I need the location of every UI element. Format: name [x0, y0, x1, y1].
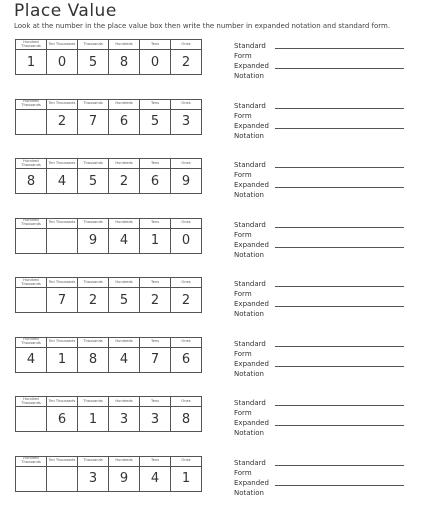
- answer-label: Standard: [234, 399, 266, 407]
- answer-line: [234, 299, 404, 309]
- place-value-header: Hundred Thousands: [16, 456, 47, 466]
- expanded-notation-blank[interactable]: [275, 187, 404, 188]
- place-value-digit-row: [16, 407, 202, 432]
- answer-line: [234, 349, 404, 359]
- answer-label: Form: [234, 52, 252, 60]
- answer-label: Standard: [234, 339, 266, 348]
- answer-area: [234, 160, 404, 200]
- place-value-digit: 2: [78, 288, 109, 313]
- answer-area: [234, 101, 404, 141]
- answer-line: [234, 71, 404, 81]
- place-value-digit: 2: [47, 109, 78, 134]
- place-value-digit: 1: [16, 50, 47, 75]
- answer-label: Standard: [234, 458, 266, 467]
- place-value-digit-row: [16, 466, 202, 491]
- place-value-header: Ones: [171, 397, 202, 407]
- place-value-digit: 6: [171, 347, 202, 372]
- place-value-table: [15, 277, 202, 313]
- place-value-header-row: [16, 159, 202, 169]
- place-value-digit: 7: [78, 109, 109, 134]
- place-value-header: Tens: [140, 337, 171, 347]
- place-value-digit-row: [16, 169, 202, 194]
- place-value-problem: [0, 218, 428, 272]
- answer-label: Standard: [234, 42, 266, 50]
- worksheet-title: Place Value: [14, 1, 117, 21]
- answer-line: [234, 121, 404, 131]
- standard-form-blank[interactable]: [275, 227, 404, 228]
- place-value-header: Hundreds: [109, 159, 140, 169]
- place-value-header: Ones: [171, 218, 202, 228]
- place-value-digit-row: [16, 288, 202, 313]
- place-value-header: Hundred Thousands: [16, 99, 47, 109]
- answer-line: [234, 131, 404, 141]
- standard-form-blank[interactable]: [275, 108, 404, 109]
- place-value-digit: 4: [47, 169, 78, 194]
- place-value-header: Tens: [140, 159, 171, 169]
- place-value-digit: 6: [140, 169, 171, 194]
- place-value-digit: [16, 288, 47, 313]
- place-value-header: Thousands: [78, 159, 109, 169]
- place-value-table: [15, 396, 202, 432]
- place-value-digit: 5: [140, 109, 171, 134]
- answer-line: [234, 369, 404, 379]
- answer-label: Notation: [234, 250, 264, 259]
- expanded-notation-blank[interactable]: [275, 425, 404, 426]
- answer-label: Form: [234, 171, 252, 179]
- place-value-digit: 1: [140, 228, 171, 253]
- place-value-digit: 1: [47, 347, 78, 372]
- standard-form-blank[interactable]: [275, 48, 404, 49]
- expanded-notation-blank[interactable]: [275, 485, 404, 486]
- answer-label: Expanded: [234, 359, 269, 368]
- answer-line: [234, 230, 404, 240]
- place-value-digit: 4: [109, 228, 140, 253]
- answer-line: [234, 339, 404, 349]
- place-value-digit: 4: [109, 347, 140, 372]
- place-value-header: Ten Thousands: [47, 337, 78, 347]
- place-value-digit: 1: [171, 466, 202, 491]
- place-value-header: Hundred Thousands: [16, 40, 47, 50]
- place-value-digit: [47, 228, 78, 253]
- place-value-digit: 8: [78, 347, 109, 372]
- answer-label: Notation: [234, 72, 264, 80]
- place-value-digit: 2: [171, 50, 202, 75]
- place-value-header: Hundreds: [109, 278, 140, 288]
- place-value-header: Ten Thousands: [47, 99, 78, 109]
- standard-form-blank[interactable]: [275, 167, 404, 168]
- place-value-digit: 5: [78, 50, 109, 75]
- place-value-problem: [0, 337, 428, 391]
- answer-line: [234, 220, 404, 230]
- place-value-header: Hundred Thousands: [16, 159, 47, 169]
- worksheet-instructions: Look at the number in the place value box then write the number in expanded notation and standard form.: [14, 22, 391, 30]
- answer-label: Expanded: [234, 240, 269, 249]
- place-value-digit: 9: [78, 228, 109, 253]
- answer-line: [234, 240, 404, 250]
- place-value-digit: 9: [109, 466, 140, 491]
- place-value-header: Ten Thousands: [47, 278, 78, 288]
- answer-label: Standard: [234, 220, 266, 229]
- standard-form-blank[interactable]: [275, 346, 404, 347]
- place-value-digit: 9: [171, 169, 202, 194]
- answer-area: [234, 279, 404, 319]
- place-value-problem: [0, 456, 428, 510]
- answer-area: [234, 339, 404, 379]
- answer-label: Form: [234, 290, 252, 298]
- place-value-digit: 4: [16, 347, 47, 372]
- answer-line: [234, 61, 404, 71]
- expanded-notation-blank[interactable]: [275, 128, 404, 129]
- answer-line: [234, 170, 404, 180]
- answer-line: [234, 309, 404, 319]
- answer-line: [234, 398, 404, 408]
- answer-line: [234, 250, 404, 260]
- place-value-digit: 2: [109, 169, 140, 194]
- place-value-header-row: [16, 218, 202, 228]
- answer-line: [234, 279, 404, 289]
- place-value-header: Tens: [140, 397, 171, 407]
- place-value-digit: 3: [140, 407, 171, 432]
- place-value-digit: 8: [109, 50, 140, 75]
- place-value-digit: 6: [109, 109, 140, 134]
- answer-label: Expanded: [234, 478, 269, 487]
- answer-line: [234, 458, 404, 468]
- place-value-digit: 4: [140, 466, 171, 491]
- place-value-header: Thousands: [78, 456, 109, 466]
- answer-label: Form: [234, 111, 252, 120]
- place-value-header: Hundreds: [109, 99, 140, 109]
- place-value-header: Ones: [171, 456, 202, 466]
- expanded-notation-blank[interactable]: [275, 366, 404, 367]
- place-value-digit: 5: [109, 288, 140, 313]
- answer-label: Expanded: [234, 62, 269, 70]
- place-value-header-row: [16, 40, 202, 50]
- place-value-digit: 8: [16, 169, 47, 194]
- place-value-header: Hundreds: [109, 218, 140, 228]
- place-value-problem: [0, 39, 428, 93]
- place-value-header: Thousands: [78, 99, 109, 109]
- standard-form-blank[interactable]: [275, 465, 404, 466]
- answer-line: [234, 468, 404, 478]
- answer-line: [234, 101, 404, 111]
- place-value-header: Hundred Thousands: [16, 218, 47, 228]
- place-value-header: Ones: [171, 40, 202, 50]
- answer-line: [234, 160, 404, 170]
- place-value-problem: [0, 99, 428, 153]
- place-value-problem: [0, 396, 428, 450]
- answer-label: Standard: [234, 161, 266, 169]
- place-value-digit: 0: [171, 228, 202, 253]
- answer-label: Notation: [234, 191, 264, 199]
- place-value-digit: 3: [109, 407, 140, 432]
- answer-label: Standard: [234, 101, 266, 110]
- place-value-problem: [0, 277, 428, 331]
- place-value-header: Tens: [140, 40, 171, 50]
- place-value-header: Hundreds: [109, 397, 140, 407]
- place-value-digit: 3: [171, 109, 202, 134]
- place-value-digit: 0: [140, 50, 171, 75]
- place-value-header: Thousands: [78, 278, 109, 288]
- place-value-digit: 6: [47, 407, 78, 432]
- answer-line: [234, 488, 404, 498]
- place-value-header: Tens: [140, 218, 171, 228]
- answer-label: Notation: [234, 369, 264, 378]
- answer-line: [234, 111, 404, 121]
- place-value-header: Tens: [140, 99, 171, 109]
- place-value-digit: 5: [78, 169, 109, 194]
- answer-label: Notation: [234, 488, 264, 497]
- place-value-digit-row: [16, 347, 202, 372]
- place-value-header: Ones: [171, 278, 202, 288]
- place-value-digit: 3: [78, 466, 109, 491]
- answer-line: [234, 428, 404, 438]
- place-value-header: Hundreds: [109, 337, 140, 347]
- answer-label: Expanded: [234, 121, 269, 130]
- place-value-header: Ones: [171, 159, 202, 169]
- answer-line: [234, 478, 404, 488]
- place-value-digit-row: [16, 109, 202, 134]
- place-value-header: Hundred Thousands: [16, 278, 47, 288]
- place-value-header-row: [16, 278, 202, 288]
- place-value-header: Tens: [140, 456, 171, 466]
- place-value-header: Tens: [140, 278, 171, 288]
- answer-area: [234, 220, 404, 260]
- standard-form-blank[interactable]: [275, 405, 404, 406]
- place-value-header-row: [16, 397, 202, 407]
- place-value-header: Ten Thousands: [47, 159, 78, 169]
- place-value-digit: 7: [47, 288, 78, 313]
- place-value-digit: 2: [171, 288, 202, 313]
- standard-form-blank[interactable]: [275, 286, 404, 287]
- place-value-header: Ten Thousands: [47, 218, 78, 228]
- place-value-digit: [16, 109, 47, 134]
- place-value-table: [15, 337, 202, 373]
- place-value-header: Thousands: [78, 337, 109, 347]
- answer-label: Notation: [234, 310, 264, 318]
- answer-line: [234, 408, 404, 418]
- expanded-notation-blank[interactable]: [275, 306, 404, 307]
- place-value-header: Thousands: [78, 397, 109, 407]
- answer-label: Form: [234, 349, 252, 358]
- answer-line: [234, 289, 404, 299]
- place-value-header-row: [16, 456, 202, 466]
- answer-line: [234, 180, 404, 190]
- place-value-table: [15, 158, 202, 194]
- answer-label: Standard: [234, 280, 266, 288]
- place-value-header: Hundred Thousands: [16, 337, 47, 347]
- place-value-digit: 2: [140, 288, 171, 313]
- answer-area: [234, 398, 404, 438]
- place-value-table: [15, 39, 202, 75]
- answer-label: Form: [234, 409, 252, 417]
- answer-line: [234, 41, 404, 51]
- place-value-digit: [16, 228, 47, 253]
- place-value-problem: [0, 158, 428, 212]
- place-value-header: Thousands: [78, 40, 109, 50]
- place-value-table: [15, 456, 202, 492]
- place-value-header: Ten Thousands: [47, 397, 78, 407]
- answer-line: [234, 51, 404, 61]
- place-value-digit: [16, 466, 47, 491]
- answer-line: [234, 418, 404, 428]
- place-value-header-row: [16, 337, 202, 347]
- place-value-digit: 8: [171, 407, 202, 432]
- place-value-table: [15, 99, 202, 135]
- answer-label: Form: [234, 230, 252, 239]
- answer-line: [234, 190, 404, 200]
- place-value-digit: [47, 466, 78, 491]
- place-value-header: Ten Thousands: [47, 40, 78, 50]
- answer-area: [234, 41, 404, 81]
- answer-area: [234, 458, 404, 498]
- place-value-header: Ten Thousands: [47, 456, 78, 466]
- place-value-digit: [16, 407, 47, 432]
- place-value-header: Ones: [171, 99, 202, 109]
- place-value-header-row: [16, 99, 202, 109]
- place-value-header: Ones: [171, 337, 202, 347]
- place-value-digit: 1: [78, 407, 109, 432]
- place-value-digit-row: [16, 50, 202, 75]
- answer-label: Expanded: [234, 300, 269, 308]
- answer-label: Notation: [234, 131, 264, 140]
- place-value-table: [15, 218, 202, 254]
- place-value-digit: 7: [140, 347, 171, 372]
- place-value-digit-row: [16, 228, 202, 253]
- expanded-notation-blank[interactable]: [275, 68, 404, 69]
- answer-label: Notation: [234, 429, 264, 437]
- answer-line: [234, 359, 404, 369]
- place-value-header: Hundreds: [109, 40, 140, 50]
- place-value-digit: 0: [47, 50, 78, 75]
- answer-label: Expanded: [234, 419, 269, 427]
- place-value-header: Thousands: [78, 218, 109, 228]
- place-value-header: Hundred Thousands: [16, 397, 47, 407]
- answer-label: Expanded: [234, 181, 269, 189]
- expanded-notation-blank[interactable]: [275, 247, 404, 248]
- answer-label: Form: [234, 468, 252, 477]
- place-value-header: Hundreds: [109, 456, 140, 466]
